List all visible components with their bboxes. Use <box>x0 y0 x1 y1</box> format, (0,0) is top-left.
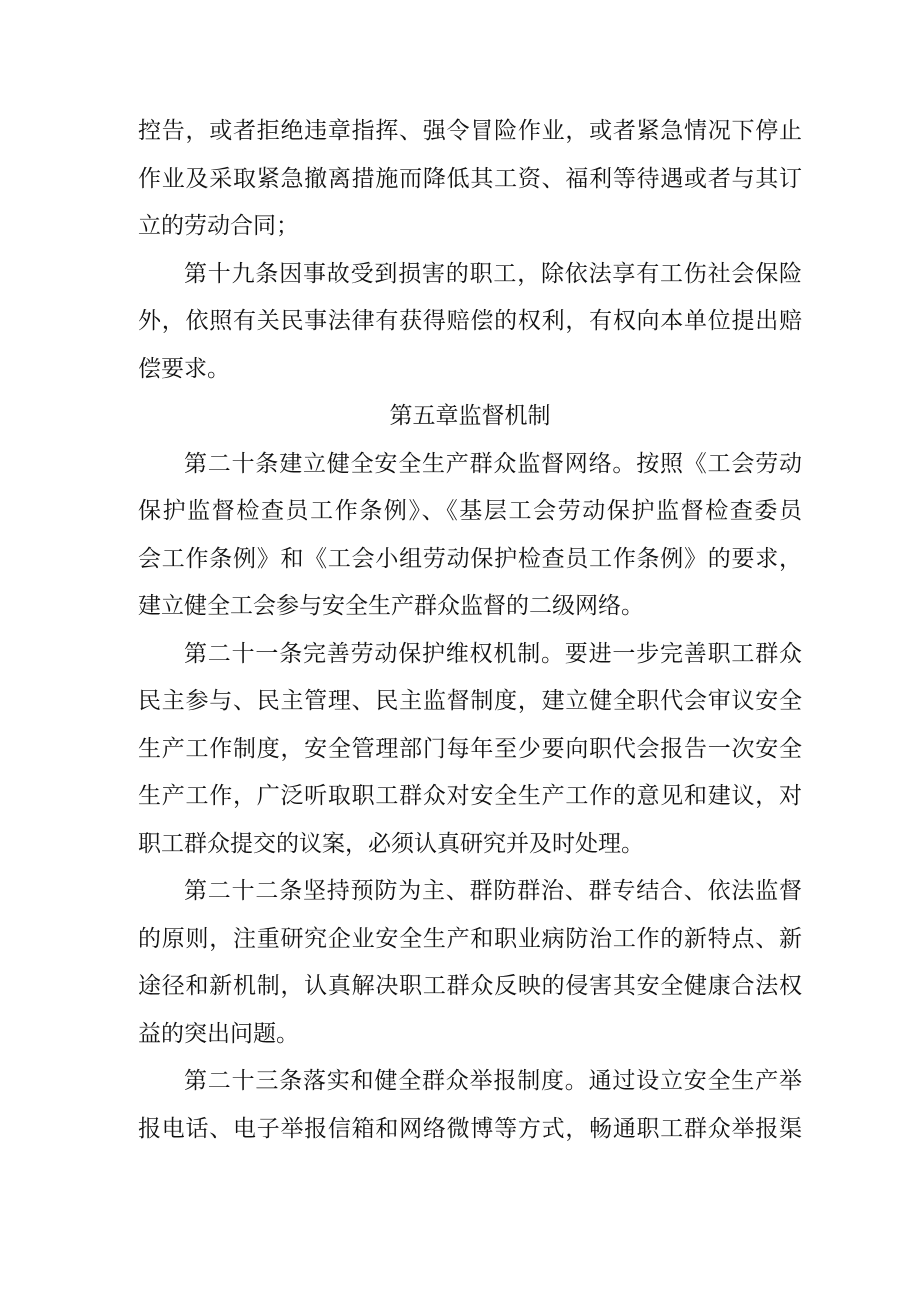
text-line: 途径和新机制，认真解决职工群众反映的侵害其安全健康合法权 <box>138 973 802 999</box>
text-line: 控告，或者拒绝违章指挥、强令冒险作业，或者紧急情况下停止 <box>138 118 802 144</box>
paragraph-article-23 <box>138 1058 802 1153</box>
text-line: 第十九条因事故受到损害的职工，除依法享有工伤社会保险 <box>184 260 802 287</box>
text-line: 第二十一条完善劳动保护维权机制。要进一步完善职工群众 <box>184 640 802 667</box>
text-line: 报电话、电子举报信箱和网络微博等方式，畅通职工群众举报渠 <box>138 1115 802 1142</box>
text-line: 外，依照有关民事法律有获得赔偿的权利，有权向本单位提出赔 <box>138 308 802 334</box>
text-line: 会工作条例》和《工会小组劳动保护检查员工作条例》的要求， <box>138 545 802 572</box>
paragraph-article-19 <box>138 251 802 394</box>
chapter-heading: 第五章监督机制 <box>389 403 551 429</box>
text-line: 生产工作制度，安全管理部门每年至少要向职代会报告一次安全 <box>138 735 802 762</box>
paragraph-continuation <box>138 108 802 251</box>
paragraph-article-21 <box>138 631 802 869</box>
text-line: 生产工作，广泛听取职工群众对安全生产工作的意见和建议，对 <box>138 783 802 809</box>
text-line: 第二十三条落实和健全群众举报制度。通过设立安全生产举 <box>184 1068 802 1094</box>
text-line: 建立健全工会参与安全生产群众监督的二级网络。 <box>138 593 644 619</box>
text-line: 的原则，注重研究企业安全生产和职业病防治工作的新特点、新 <box>138 925 802 952</box>
text-line: 偿要求。 <box>138 355 230 382</box>
text-line: 保护监督检查员工作条例》、《基层工会劳动保护监督检查委员 <box>138 498 802 524</box>
text-line: 第二十条建立健全安全生产群众监督网络。按照《工会劳动 <box>184 450 802 477</box>
text-line: 益的突出问题。 <box>138 1020 299 1047</box>
paragraph-article-20 <box>138 441 802 631</box>
text-line: 职工群众提交的议案，必须认真研究并及时处理。 <box>138 830 644 857</box>
text-line: 作业及采取紧急撤离措施而降低其工资、福利等待遇或者与其订 <box>138 165 802 192</box>
paragraph-article-22 <box>138 868 802 1058</box>
document-body <box>138 108 802 1153</box>
text-line: 立的劳动合同； <box>138 213 299 239</box>
text-line: 民主参与、民主管理、民主监督制度，建立健全职代会审议安全 <box>138 688 802 714</box>
text-line: 第二十二条坚持预防为主、群防群治、群专结合、依法监督 <box>184 878 802 904</box>
